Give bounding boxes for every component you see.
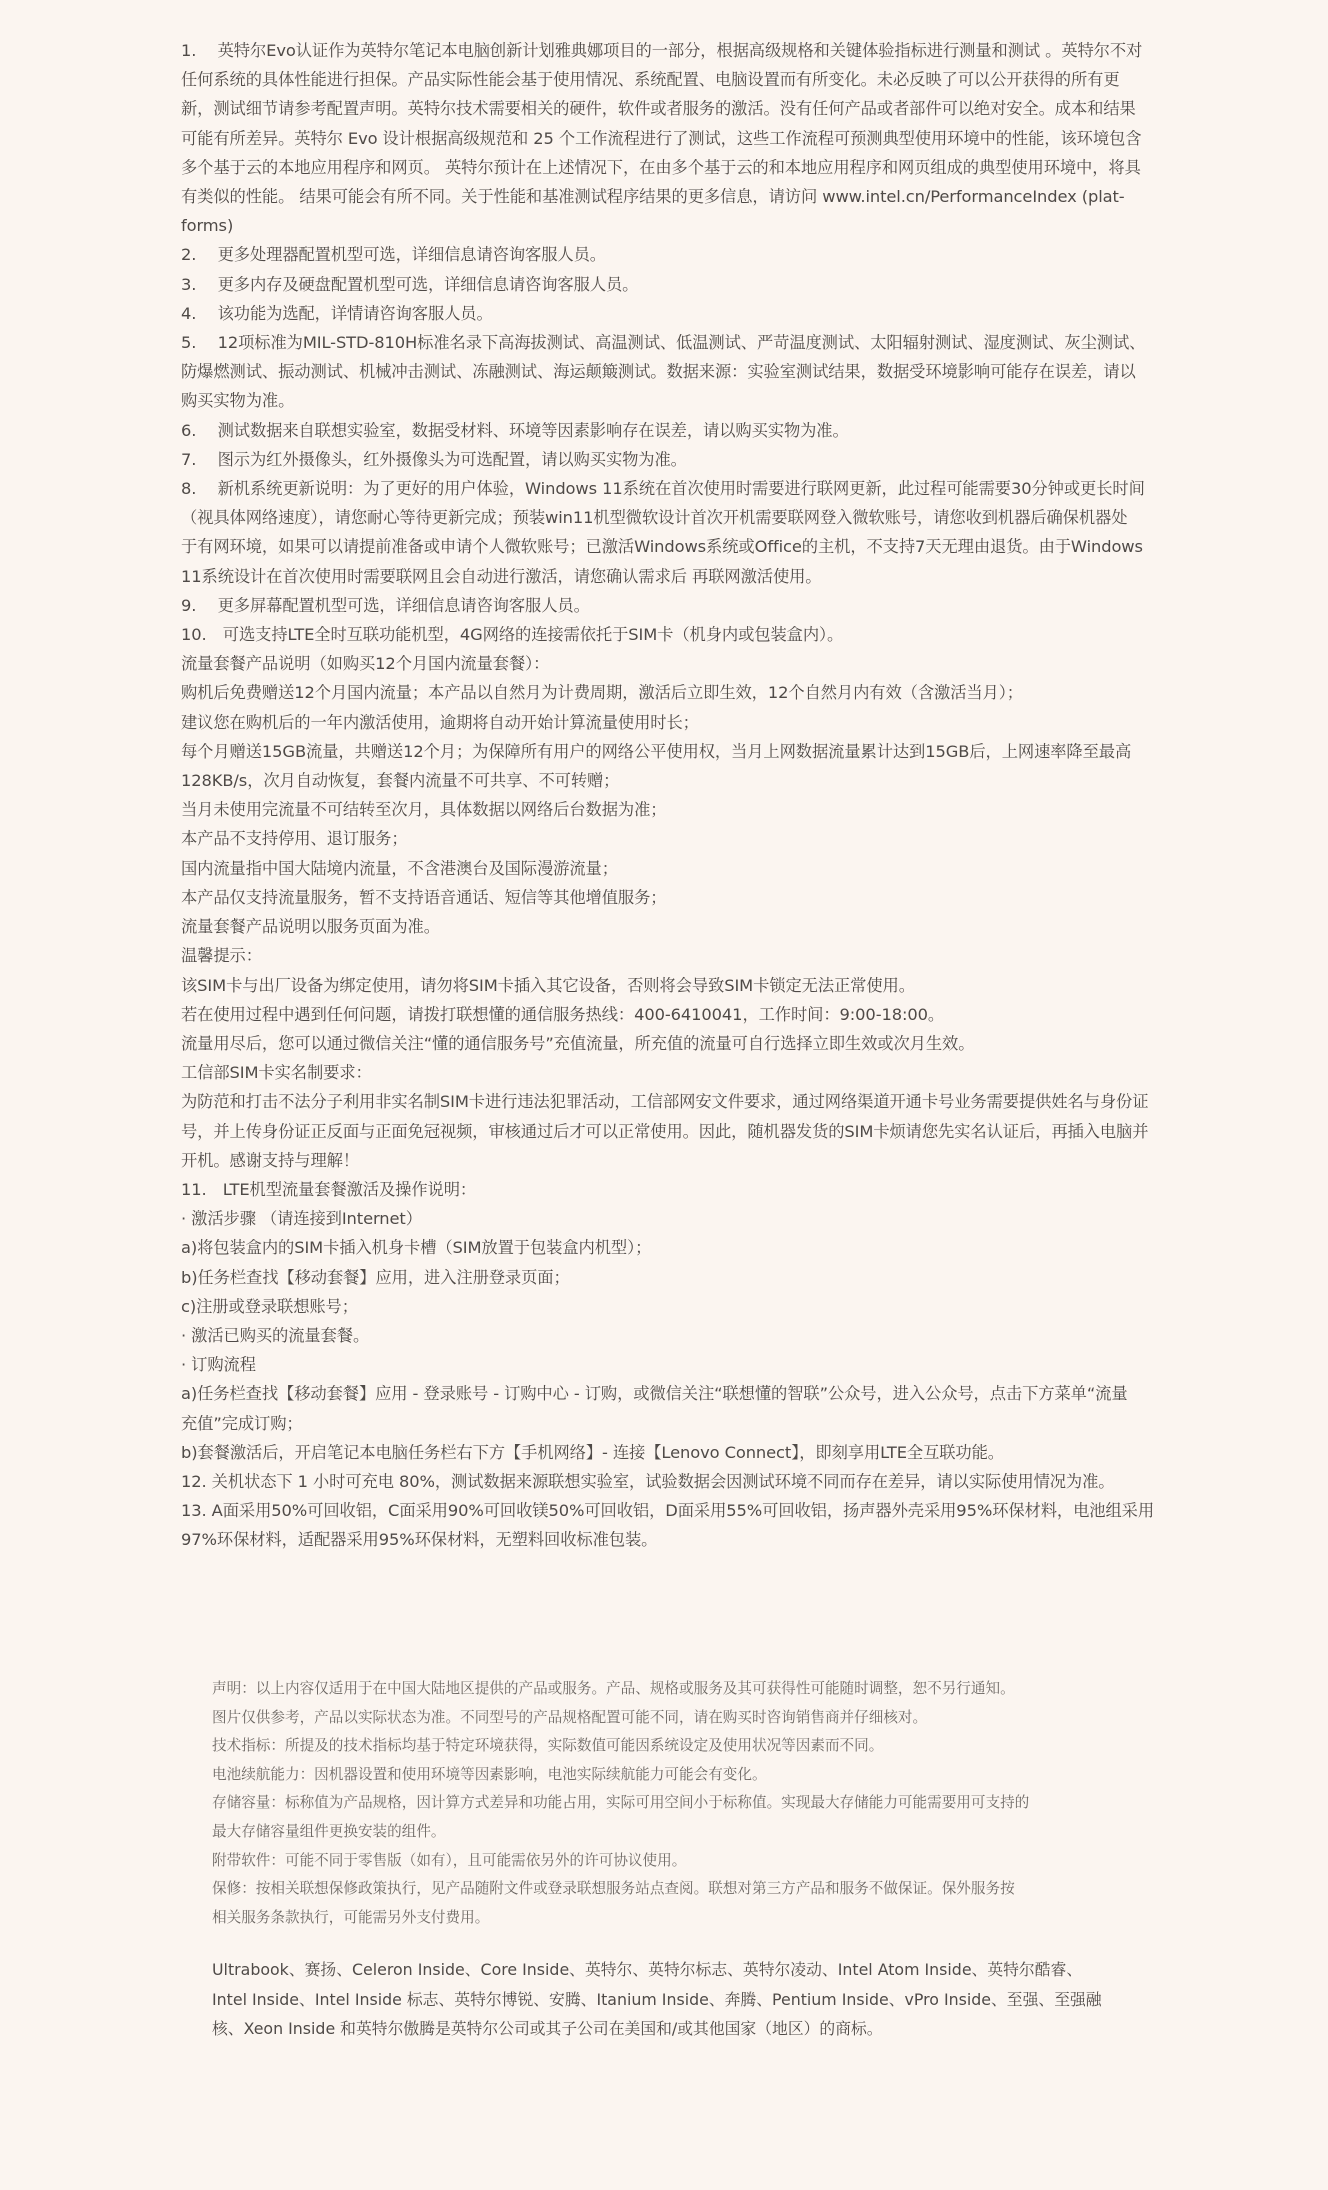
note-line: b)套餐激活后，开启笔记本电脑任务栏右下方【手机网络】- 连接【Lenovo Connect】，即刻享用LTE全互联功能。: [181, 1442, 1004, 1462]
note-line: 防爆燃测试、振动测试、机械冲击测试、冻融测试、海运颠簸测试。数据来源：实验室测试结果，数据受环境影响可能存在误差，请以: [181, 362, 1136, 382]
note-line: 当月未使用完流量不可结转至次月，具体数据以网络后台数据为准；: [181, 800, 667, 820]
note-line: 1. 英特尔Evo认证作为英特尔笔记本电脑创新计划雅典娜项目的一部分，根据高级规格和关键体验指标进行测量和测试 。英特尔不对: [181, 41, 1143, 60]
note-line: forms): [181, 216, 234, 236]
note-line: 流量用尽后，您可以通过微信关注“懂的通信服务号”充值流量，所充值的流量可自行选择立即生效或次月生效。: [181, 1033, 975, 1053]
note-line: 工信部SIM卡实名制要求：: [181, 1063, 372, 1083]
note-line: 于有网环境，如果可以请提前准备或申请个人微软账号；已激活Windows系统或Office的主机，不支持7天无理由退货。由于Windows: [181, 537, 1143, 557]
note-line: 97%环保材料，适配器采用95%环保材料，无塑料回收标准包装。: [181, 1530, 658, 1550]
note-line: 3. 更多内存及硬盘配置机型可选，详细信息请咨询客服人员。: [181, 274, 639, 294]
note-line: 购买实物为准。: [181, 391, 295, 411]
note-line: c)注册或登录联想账号；: [181, 1296, 358, 1316]
disclaimer-line: 最大存储容量组件更换安装的组件。: [212, 1822, 446, 1840]
note-line: a)任务栏查找【移动套餐】应用 - 登录账号 - 订购中心 - 订购，或微信关注“联想懂的智联”公众号，进入公众号，点击下方菜单“流量: [181, 1384, 1128, 1404]
note-line: a)将包装盒内的SIM卡插入机身卡槽（SIM放置于包装盒内机型）；: [181, 1238, 652, 1258]
note-line: 建议您在购机后的一年内激活使用，逾期将自动开始计算流量使用时长；: [181, 712, 699, 732]
disclaimer-line: 相关服务条款执行，可能需另外支付费用。: [212, 1908, 490, 1926]
note-line: 11. LTE机型流量套餐激活及操作说明：: [181, 1179, 477, 1199]
note-line: 9. 更多屏幕配置机型可选，详细信息请咨询客服人员。: [181, 595, 590, 615]
disclaimer-line: 保修：按相关联想保修政策执行，见产品随附文件或登录联想服务站点查阅。联想对第三方产品和服务不做保证。保外服务按: [212, 1880, 1015, 1898]
note-line: （视具体网络速度），请您耐心等待更新完成；预装win11机型微软设计首次开机需要联网登入微软账号，请您收到机器后确保机器处: [181, 508, 1128, 528]
note-line: 2. 更多处理器配置机型可选，详细信息请咨询客服人员。: [181, 245, 606, 265]
note-line: 本产品仅支持流量服务，暂不支持语音通话、短信等其他增值服务；: [181, 887, 667, 907]
trademark-line: Intel Inside、Intel Inside 标志、英特尔博锐、安腾、Itanium Inside、奔腾、Pentium Inside、vPro Inside、至强、至强融: [212, 1989, 1102, 2009]
note-line: 12. 关机状态下 1 小时可充电 80%，测试数据来源联想实验室，试验数据会因测试环境不同而存在差异，请以实际使用情况为准。: [181, 1471, 1115, 1491]
note-line: 有类似的性能。 结果可能会有所不同。关于性能和基准测试程序结果的更多信息，请访问 www.intel.cn/PerformanceIndex (plat-: [181, 187, 1125, 207]
note-line: 8. 新机系统更新说明：为了更好的用户体验，Windows 11系统在首次使用时需要进行联网更新，此过程可能需要30分钟或更长时间: [181, 479, 1145, 499]
note-line: 若在使用过程中遇到任何问题，请拨打联想懂的通信服务热线：400-6410041，工作时间：9:00-18:00。: [181, 1004, 945, 1024]
disclaimer-line: 存储容量：标称值为产品规格，因计算方式差异和功能占用，实际可用空间小于标称值。实现最大存储能力可能需要用可支持的: [212, 1794, 1030, 1812]
note-line: 新，测试细节请参考配置声明。英特尔技术需要相关的硬件，软件或者服务的激活。没有任何产品或者部件可以绝对安全。成本和结果: [181, 99, 1136, 119]
notes-list: [181, 36, 1171, 1555]
note-line: 128KB/s，次月自动恢复，套餐内流量不可共享、不可转赠；: [181, 771, 620, 791]
note-line: 每个月赠送15GB流量，共赠送12个月；为保障所有用户的网络公平使用权，当月上网数据流量累计达到15GB后，上网速率降至最高: [181, 741, 1132, 761]
disclaimer-block: [212, 1675, 1112, 1932]
note-line: 温馨提示：: [181, 946, 262, 966]
note-line: 10. 可选支持LTE全时互联功能机型，4G网络的连接需依托于SIM卡（机身内或包装盒内）。: [181, 625, 844, 645]
trademark-line: Ultrabook、赛扬、Celeron Inside、Core Inside、英特尔、英特尔标志、英特尔凌动、Intel Atom Inside、英特尔酷睿、: [212, 1960, 1083, 1979]
note-line: 11系统设计在首次使用时需要联网且会自动进行激活，请您确认需求后 再联网激活使用。: [181, 566, 822, 586]
note-line: · 激活步骤 （请连接到Internet）: [181, 1209, 422, 1229]
disclaimer-line: 图片仅供参考，产品以实际状态为准。不同型号的产品规格配置可能不同，请在购买时咨询销售商并仔细核对。: [212, 1708, 928, 1726]
note-line: 本产品不支持停用、退订服务；: [181, 829, 408, 849]
note-line: 5. 12项标准为MIL-STD-810H标准名录下高海拔测试、高温测试、低温测试、严苛温度测试、太阳辐射测试、湿度测试、灰尘测试、: [181, 333, 1146, 353]
note-line: 4. 该功能为选配，详情请咨询客服人员。: [181, 303, 493, 323]
note-line: 7. 图示为红外摄像头，红外摄像头为可选配置，请以购买实物为准。: [181, 449, 687, 469]
note-line: b)任务栏查找【移动套餐】应用，进入注册登录页面；: [181, 1267, 570, 1287]
trademark-line: 核、Xeon Inside 和英特尔傲腾是英特尔公司或其子公司在美国和/或其他国家（地区）的商标。: [212, 2019, 883, 2039]
disclaimer-line: 电池续航能力：因机器设置和使用环境等因素影响，电池实际续航能力可能会有变化。: [212, 1765, 767, 1783]
disclaimer-line: 附带软件：可能不同于零售版（如有），且可能需依另外的许可协议使用。: [212, 1851, 687, 1869]
note-line: 流量套餐产品说明（如购买12个月国内流量套餐）：: [181, 654, 550, 674]
note-line: 国内流量指中国大陆境内流量，不含港澳台及国际漫游流量；: [181, 858, 618, 878]
disclaimer-line: 技术指标：所提及的技术指标均基于特定环境获得，实际数值可能因系统设定及使用状况等因素而不同。: [212, 1737, 884, 1755]
note-line: 号，并上传身份证正反面与正面免冠视频，审核通过后才可以正常使用。因此，随机器发货的SIM卡烦请您先实名认证后，再插入电脑并: [181, 1121, 1149, 1141]
note-line: 流量套餐产品说明以服务页面为准。: [181, 917, 440, 937]
note-line: 13. A面采用50%可回收铝，C面采用90%可回收镁50%可回收铝，D面采用55%可回收铝，扬声器外壳采用95%环保材料，电池组采用: [181, 1501, 1155, 1521]
note-line: 可能有所差异。英特尔 Evo 设计根据高级规范和 25 个工作流程进行了测试，这些工作流程可预测典型使用环境中的性能，该环境包含: [181, 128, 1142, 148]
disclaimer-line: 声明：以上内容仅适用于在中国大陆地区提供的产品或服务。产品、规格或服务及其可获得性可能随时调整，恕不另行通知。: [212, 1680, 1015, 1697]
trademark-block: [212, 1955, 1112, 2044]
note-line: 购机后免费赠送12个月国内流量；本产品以自然月为计费周期，激活后立即生效，12个自然月内有效（含激活当月）；: [181, 683, 1023, 703]
note-line: 充值”完成订购；: [181, 1413, 303, 1433]
note-line: · 订购流程: [181, 1355, 256, 1375]
note-line: 多个基于云的本地应用程序和网页。 英特尔预计在上述情况下，在由多个基于云的和本地应用程序和网页组成的典型使用环境中，将具: [181, 157, 1141, 177]
note-line: · 激活已购买的流量套餐。: [181, 1325, 370, 1345]
note-line: 该SIM卡与出厂设备为绑定使用，请勿将SIM卡插入其它设备，否则将会导致SIM卡锁定无法正常使用。: [181, 975, 915, 995]
note-line: 任何系统的具体性能进行担保。产品实际性能会基于使用情况、系统配置、电脑设置而有所变化。未必反映了可以公开获得的所有更: [181, 70, 1120, 90]
note-line: 为防范和打击不法分子利用非实名制SIM卡进行违法犯罪活动，工信部网安文件要求，通过网络渠道开通卡号业务需要提供姓名与身份证: [181, 1092, 1149, 1112]
note-line: 6. 测试数据来自联想实验室，数据受材料、环境等因素影响存在误差，请以购买实物为准。: [181, 420, 849, 440]
note-line: 开机。感谢支持与理解！: [181, 1150, 359, 1170]
